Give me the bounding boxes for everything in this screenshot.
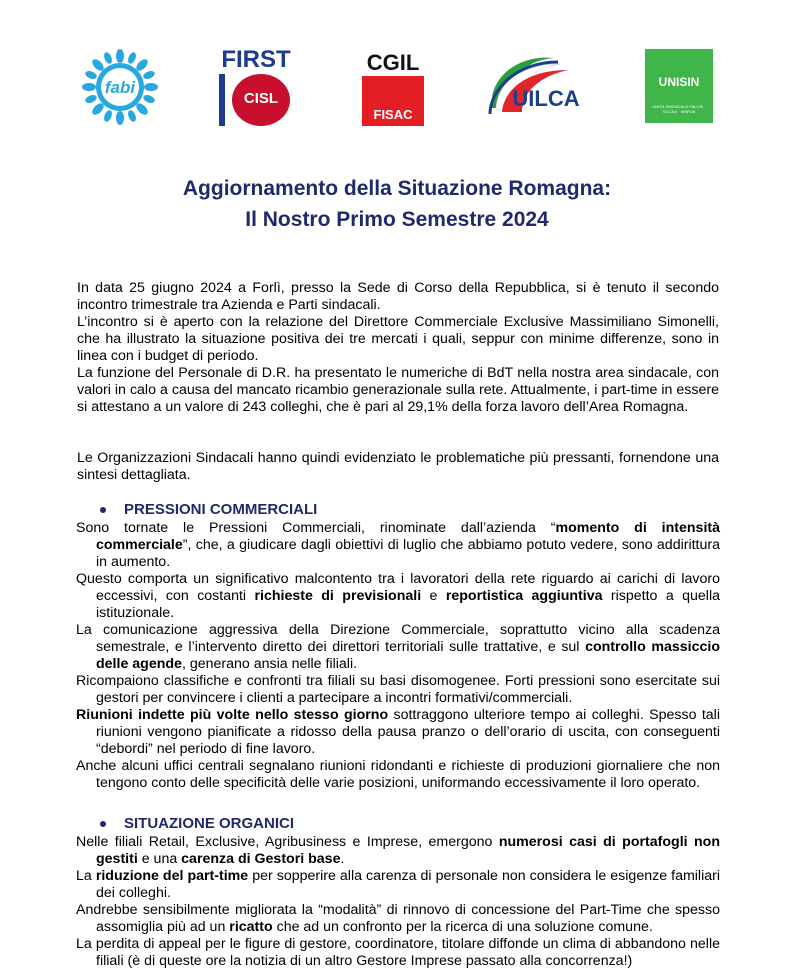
text-span: per sopperire alla carenza di personale non considera le esigenze familiari dei colleghi.: [96, 868, 720, 901]
text-span: Sono tornate le Pressioni Commerciali, rinominate dall’azienda “: [76, 520, 556, 536]
section-title: SITUAZIONE ORGANICI: [124, 815, 295, 832]
svg-text:fabi: fabi: [104, 78, 136, 97]
intro-paragraph: La funzione del Personale di D.R. ha presentato le numeriche di BdT nella nostra area sindacale, con valori in calo a causa del mancato ricambio generazionale sulla rete. Attualmente, i part-time in essere si attestano a un valore di 243 colleghi, che è pari al 29,1% della forza lavoro dell’Area Romagna.: [77, 365, 719, 415]
intro-paragraph: In data 25 giugno 2024 a Forlì, presso la Sede di Corso della Repubblica, si è tenuto il secondo incontro trimestrale tra Azienda e Parti sindacali.: [77, 280, 719, 313]
list-item: [76, 622, 720, 673]
list-item: [76, 834, 720, 868]
text-span: .: [340, 851, 345, 867]
list-item: [76, 758, 720, 792]
cgil-fisac-logo: [362, 50, 424, 126]
list-item: [76, 571, 720, 622]
bullet-icon: [100, 821, 106, 827]
page-title-line1: Aggiornamento della Situazione Romagna:: [182, 177, 612, 200]
section-heading: [100, 501, 317, 519]
bold-text: numerosi casi di portafogli non gestiti: [96, 834, 720, 867]
text-span: sottraggono ulteriore tempo ai colleghi. Spesso tali riunioni vengono pianificate a ridosso della pausa pranzo o dell’orario di uscita, con conseguenti “debordi” nel periodo di fine lavoro.: [96, 707, 720, 757]
text-span: e una: [137, 851, 182, 867]
text-span: e: [421, 588, 446, 604]
fisac-box: [362, 76, 424, 126]
fabi-logo: [82, 49, 158, 125]
bold-text: riduzione del part-time: [95, 868, 249, 884]
cgil-text: CGIL: [366, 50, 420, 75]
section-title: PRESSIONI COMMERCIALI: [124, 501, 318, 518]
list-item: [76, 673, 720, 707]
text-span: Nelle filiali Retail, Exclusive, Agribusiness e Imprese, emergono: [76, 834, 499, 850]
bold-text: reportistica aggiuntiva: [445, 588, 603, 604]
svg-text:UILCA: UILCA: [512, 86, 580, 111]
text-span: rispetto a quella istituzionale.: [96, 588, 720, 621]
bold-text: Riunioni indette più volte nello stesso giorno: [76, 707, 389, 723]
bullet-icon: [100, 507, 106, 513]
first-cisl-logo: [219, 48, 293, 128]
uilca-logo: [486, 50, 592, 122]
intro-text-2: [77, 450, 719, 484]
pressioni-list: [76, 520, 720, 792]
bold-text: richieste di previsionali: [254, 588, 422, 604]
list-item: [76, 868, 720, 902]
text-span: La comunicazione aggressiva della Direzione Commerciale, soprattutto vicino alla scadenza semestrale, e l’intervento diretto dei direttori territoriali sulle trattative, e sul: [76, 622, 720, 655]
text-span: Anche alcuni uffici centrali segnalano riunioni ridondanti e richieste di produzioni giornaliere che non tengono conto delle specificità delle varie posizioni, uniformando eccessivamente il loro operato.: [76, 758, 720, 791]
cisl-text: CISL: [243, 90, 279, 107]
text-span: , generano ansia nelle filiali.: [181, 656, 358, 672]
text-span: Questo comporta un significativo malcontento tra i lavoratori della rete riguardo ai carichi di lavoro eccessivi, con costanti: [76, 571, 720, 604]
cisl-circle: [232, 74, 290, 126]
list-item: [76, 520, 720, 571]
unisin-text: UNISIN: [658, 75, 700, 89]
list-item: [76, 936, 720, 970]
bold-text: momento di intensità commerciale: [96, 520, 720, 553]
first-bar: [219, 74, 225, 126]
fisac-text: FISAC: [373, 107, 413, 122]
organici-list: [76, 834, 720, 970]
text-span: Ricompaiono classifiche e confronti tra filiali su basi disomogenee. Forti pressioni sono esercitate sui gestori per convincere i clienti a partecipare a incontri formativi/commerciali.: [76, 673, 720, 706]
unisin-logo: [645, 49, 713, 123]
text-span: La: [76, 868, 96, 884]
section-heading: [100, 815, 294, 833]
bold-text: carenza di Gestori base: [181, 851, 341, 867]
text-span: che ad un confronto per la ricerca di una soluzione comune.: [272, 919, 653, 935]
logo-bar: [0, 44, 794, 128]
unisin-subtext: UNITÀ SINDACALE FALCRI · SILCEA · SINFUB: [652, 104, 706, 114]
text-span: Andrebbe sensibilmente migliorata la “modalità” di rinnovo di concessione del Part-Time che spesso assomiglia più ad un: [76, 902, 720, 935]
list-item: [76, 707, 720, 758]
text-span: La perdita di appeal per le figure di gestore, coordinatore, titolare diffonde un clima di abbandono nelle filiali (è di queste ore la notizia di un altro Gestore Imprese passato alla concorrenza!): [76, 936, 720, 969]
intro-paragraph: L’incontro si è aperto con la relazione del Direttore Commerciale Exclusive Massimiliano Simonelli, che ha illustrato la situazione positiva dei tre mercati i quali, seppur con minime differenze, sono in linea con i budget di periodo.: [77, 314, 719, 364]
intro-paragraph: Le Organizzazioni Sindacali hanno quindi evidenziato le problematiche più pressanti, fornendone una sintesi dettagliata.: [77, 450, 719, 483]
page-title-line2: Il Nostro Primo Semestre 2024: [245, 208, 549, 231]
bold-text: controllo massiccio delle agende: [96, 639, 720, 672]
intro-text: [77, 280, 719, 416]
list-item: [76, 902, 720, 936]
bold-text: ricatto: [229, 919, 273, 935]
first-text: FIRST: [221, 46, 291, 73]
text-span: ”, che, a giudicare dagli obiettivi di luglio che abbiamo potuto vedere, sono addirittura in aumento.: [96, 537, 720, 570]
